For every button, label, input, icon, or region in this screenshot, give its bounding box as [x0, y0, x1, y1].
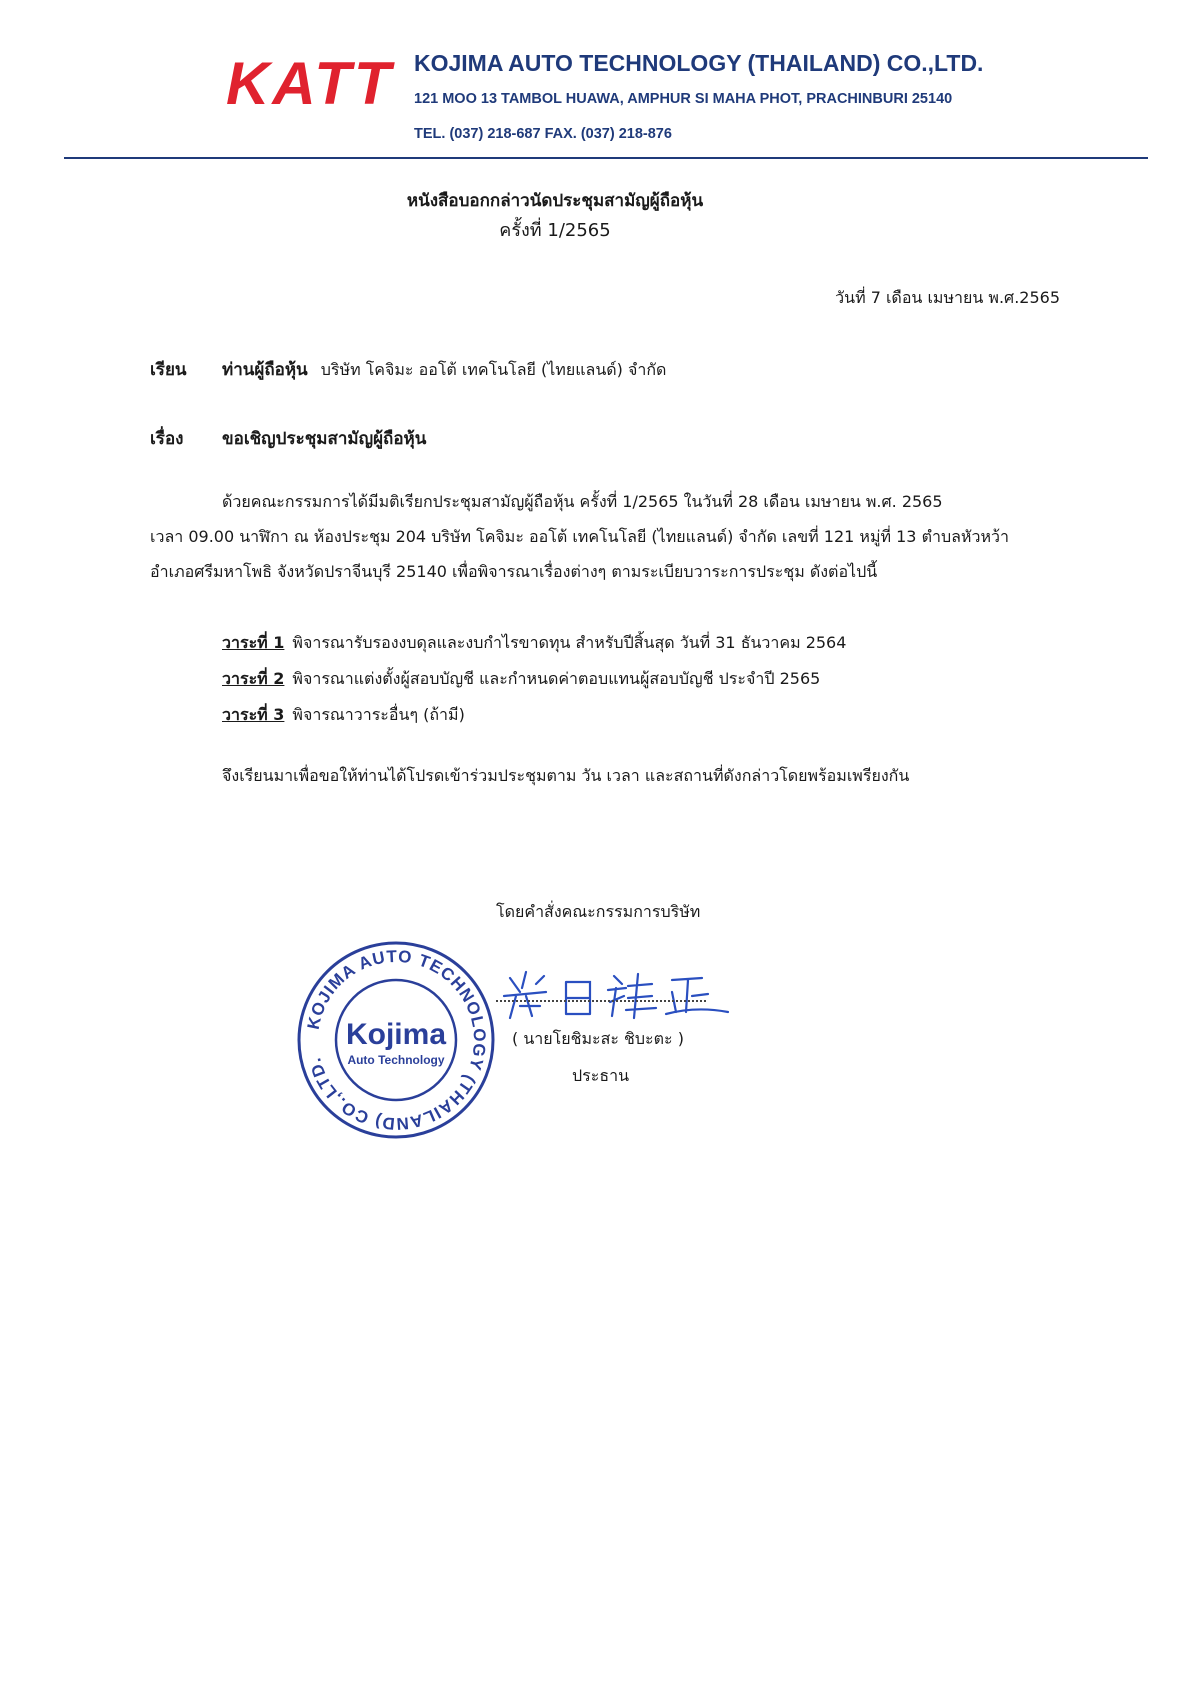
agenda-item — [222, 703, 465, 728]
signer-name: ( นายโยชิมะสะ ชิบะตะ ) — [512, 1029, 684, 1048]
closing-text: จึงเรียนมาเพื่อขอให้ท่านได้โปรดเข้าร่วมประชุมตาม วัน เวลา และสถานที่ดังกล่าวโดยพร้อมเพรียงกัน — [222, 766, 910, 785]
agenda-text: พิจารณารับรองงบดุลและงบกำไรขาดทุน สำหรับปีสิ้นสุด วันที่ 31 ธันวาคม 2564 — [292, 633, 847, 652]
header-divider — [64, 157, 1148, 159]
signature-order: โดยคำสั่งคณะกรรมการบริษัท — [496, 902, 701, 921]
to-label: เรียน — [150, 360, 187, 380]
agenda-text: พิจารณาแต่งตั้งผู้สอบบัญชี และกำหนดค่าตอบแทนผู้สอบบัญชี ประจำปี 2565 — [292, 669, 821, 688]
letter-title: หนังสือบอกกล่าวนัดประชุมสามัญผู้ถือหุ้น — [406, 191, 704, 211]
agenda-key: วาระที่ 1 — [222, 633, 285, 652]
to-recipient: ท่านผู้ถือหุ้น — [222, 360, 308, 380]
body-line: ด้วยคณะกรรมการได้มีมติเรียกประชุมสามัญผู้ถือหุ้น ครั้งที่ 1/2565 ในวันที่ 28 เดือน เมษายน พ.ศ. 2565 — [222, 492, 943, 511]
agenda-text: พิจารณาวาระอื่นๆ (ถ้ามี) — [292, 705, 465, 724]
body-paragraph — [150, 484, 1060, 589]
letter-date: วันที่ 7 เดือน เมษายน พ.ศ.2565 — [835, 288, 1060, 307]
signature-line — [496, 990, 706, 1002]
company-logo: KATT — [226, 50, 394, 117]
body-line: เวลา 09.00 นาฬิกา ณ ห้องประชุม 204 บริษัท โคจิมะ ออโต้ เทคโนโลยี (ไทยแลนด์) จำกัด เลขที่ 121 หมู่ที่ 13 ตำบลหัวหว้า — [150, 527, 1009, 546]
body-line: อำเภอศรีมหาโพธิ จังหวัดปราจีนบุรี 25140 เพื่อพิจารณาเรื่องต่างๆ ตามระเบียบวาระการประชุม ดังต่อไปนี้ — [150, 562, 878, 581]
to-company: บริษัท โคจิมะ ออโต้ เทคโนโลยี (ไทยแลนด์) จำกัด — [320, 360, 667, 379]
company-contact: TEL. (037) 218-687 FAX. (037) 218-876 — [414, 126, 672, 142]
seal-ring-text: KOJIMA AUTO TECHNOLOGY (THAILAND) CO.,LTD. — [303, 946, 490, 1134]
seal-center-text: Kojima — [345, 1018, 447, 1051]
company-address: 121 MOO 13 TAMBOL HUAWA, AMPHUR SI MAHA PHOT, PRACHINBURI 25140 — [414, 91, 953, 107]
agenda-key: วาระที่ 3 — [222, 705, 285, 724]
letter-subtitle: ครั้งที่ 1/2565 — [499, 220, 611, 241]
agenda-key: วาระที่ 2 — [222, 669, 285, 688]
signer-position: ประธาน — [572, 1066, 630, 1085]
agenda-item — [222, 667, 820, 692]
to-line — [222, 356, 666, 383]
agenda-item — [222, 631, 846, 656]
seal-sub-text: Auto Technology — [347, 1053, 445, 1067]
company-seal — [296, 940, 496, 1140]
subject-text: ขอเชิญประชุมสามัญผู้ถือหุ้น — [222, 429, 427, 449]
company-name: KOJIMA AUTO TECHNOLOGY (THAILAND) CO.,LTD. — [414, 50, 984, 76]
subject-label: เรื่อง — [150, 429, 184, 449]
